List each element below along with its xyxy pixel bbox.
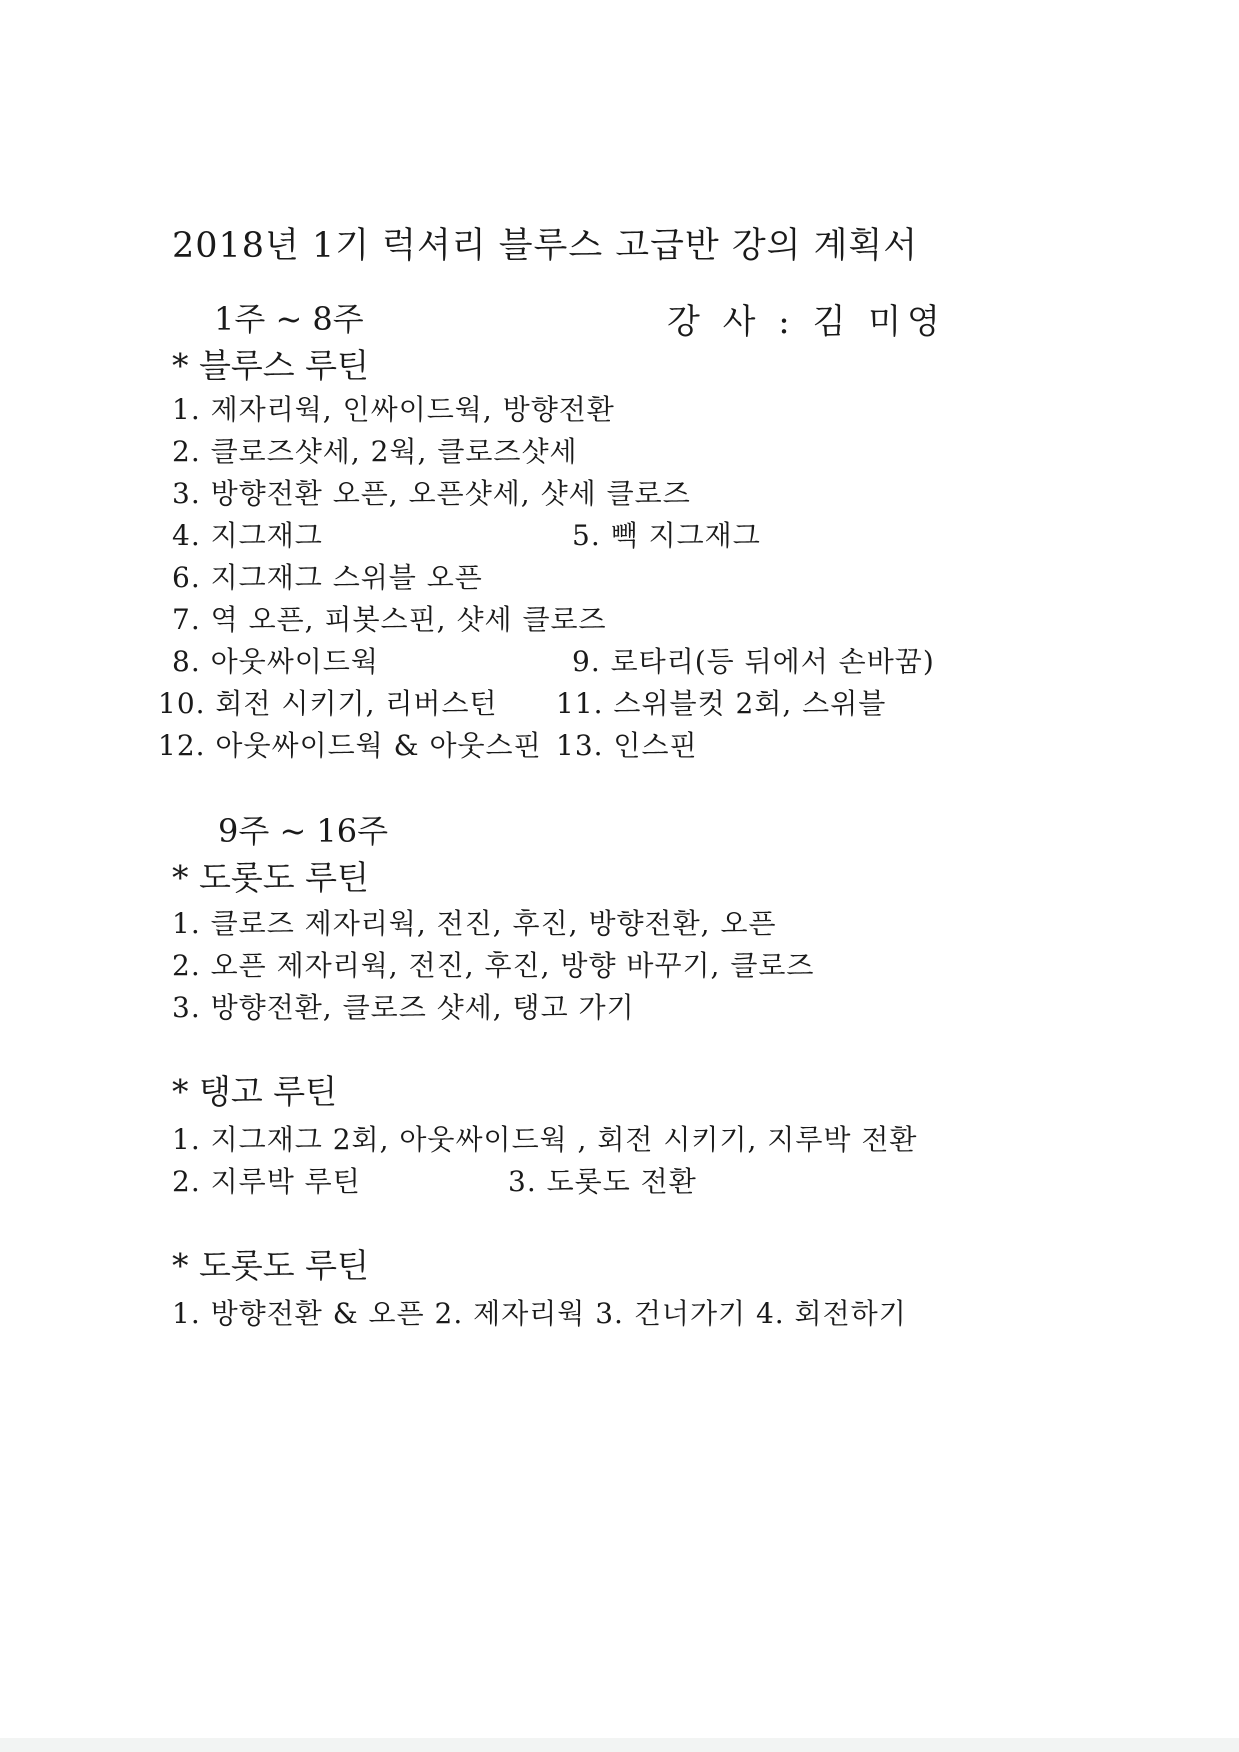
list-item: 1. 제자리웍, 인싸이드웍, 방향전환 xyxy=(172,393,615,426)
list-item: 10. 회전 시키기, 리버스턴 xyxy=(158,687,498,720)
list-item: 3. 도롯도 전환 xyxy=(508,1165,697,1198)
list-item: 3. 방향전환, 클로즈 샷세, 탱고 가기 xyxy=(172,991,635,1024)
section-heading-trot-routine: * 도롯도 루틴 xyxy=(172,858,369,897)
list-item: 1. 지그재그 2회, 아웃싸이드웍 , 회전 시키기, 지루박 전환 xyxy=(172,1123,918,1156)
scan-edge-band xyxy=(0,1738,1239,1752)
list-item: 3. 방향전환 오픈, 오픈샷세, 샷세 클로즈 xyxy=(172,477,691,510)
weeks-range-9-16: 9주 ~ 16주 xyxy=(218,812,389,850)
list-item: 2. 클로즈샷세, 2웍, 클로즈샷세 xyxy=(172,435,578,468)
list-item: 5. 빽 지그재그 xyxy=(572,519,761,552)
list-item: 2. 지루박 루틴 xyxy=(172,1165,361,1198)
list-item: 1. 방향전환 & 오픈 2. 제자리웍 3. 건너가기 4. 회전하기 xyxy=(172,1297,907,1330)
list-item: 7. 역 오픈, 피봇스핀, 샷세 클로즈 xyxy=(172,603,607,636)
list-item: 6. 지그재그 스위블 오픈 xyxy=(172,561,483,594)
instructor-name: 강 사 : 김 미영 xyxy=(667,302,946,342)
list-item: 11. 스위블컷 2회, 스위블 xyxy=(556,687,887,720)
section-heading-tango-routine: * 탱고 루틴 xyxy=(172,1072,337,1111)
document-title: 2018년 1기 럭셔리 블루스 고급반 강의 계획서 xyxy=(171,226,919,266)
list-item: 13. 인스핀 xyxy=(556,729,698,762)
section-heading-blues-routine: * 블루스 루틴 xyxy=(172,346,369,385)
list-item: 8. 아웃싸이드웍 xyxy=(172,645,379,678)
list-item: 9. 로타리(등 뒤에서 손바꿈) xyxy=(572,645,935,678)
list-item: 12. 아웃싸이드웍 & 아웃스핀 xyxy=(158,729,542,762)
list-item: 1. 클로즈 제자리웍, 전진, 후진, 방향전환, 오픈 xyxy=(172,907,777,940)
list-item: 4. 지그재그 xyxy=(172,519,323,552)
list-item: 2. 오픈 제자리웍, 전진, 후진, 방향 바꾸기, 클로즈 xyxy=(172,949,815,982)
weeks-range-1-8: 1주 ~ 8주 xyxy=(214,300,364,338)
section-heading-trot-routine-2: * 도롯도 루틴 xyxy=(172,1246,369,1285)
